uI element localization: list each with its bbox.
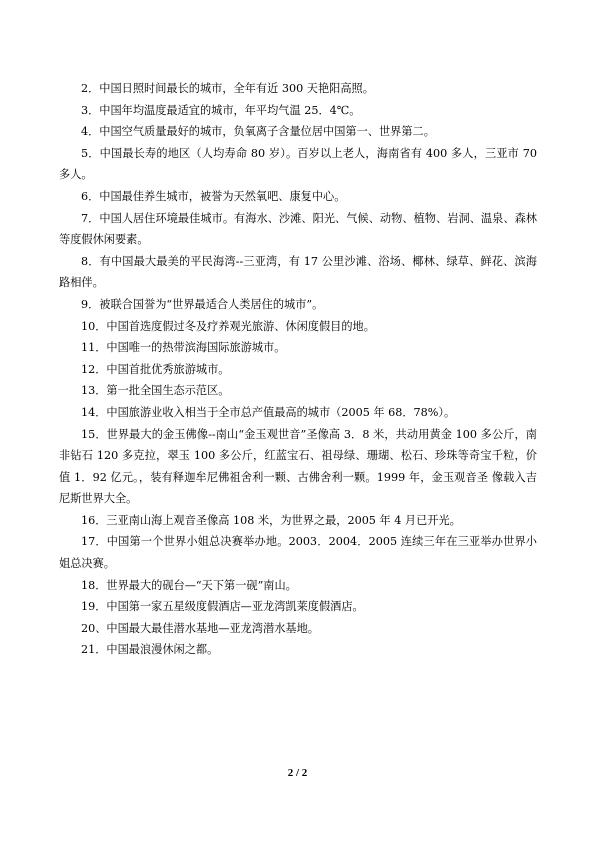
- list-item: 14．中国旅游业收入相当于全市总产值最高的城市（2005 年 68．78%）。: [81, 405, 456, 419]
- list-item: 16．三亚南山海上观音圣像高 108 米，为世界之最，2005 年 4 月已开光。: [81, 513, 461, 527]
- list-item: 4．中国空气质量最好的城市，负氧离子含量位居中国第一、世界第二。: [81, 125, 435, 139]
- list-item: 20、中国最大最佳潜水基地—亚龙湾潜水基地。: [81, 621, 319, 635]
- list-item: 2．中国日照时间最长的城市，全年有近 300 天艳阳高照。: [81, 82, 374, 95]
- list-item: 11．中国唯一的热带滨海国际旅游城市。: [81, 341, 286, 355]
- list-item: 8．有中国最大最美的平民海湾--三亚湾，有 17 公里沙滩、浴场、椰林、绿草、鲜花、滨海路相伴。: [59, 254, 537, 290]
- list-item: 19．中国第一家五星级度假酒店—亚龙湾凯莱度假酒店。: [81, 600, 364, 614]
- document-body: [59, 78, 537, 661]
- list-item: 21．中国最浪漫休闲之都。: [81, 643, 219, 657]
- list-item: 3．中国年均温度最适宜的城市，年平均气温 25．4℃。: [81, 103, 361, 117]
- list-item: 10．中国首选度假过冬及疗养观光旅游、休闲度假目的地。: [81, 319, 375, 333]
- list-item: 18．世界最大的砚台—“天下第一砚”南山。: [81, 578, 297, 592]
- page-number: 2 / 2: [287, 767, 308, 779]
- list-item: 7．中国人居住环境最佳城市。有海水、沙滩、阳光、气候、动物、植物、岩洞、温泉、森林等度假休闲要素。: [59, 211, 537, 247]
- list-item: 17．中国第一个世界小姐总决赛举办地。2003．2004．2005 连续三年在三亚举办世界小姐总决赛。: [59, 535, 537, 571]
- list-item: 12．中国首批优秀旅游城市。: [81, 362, 230, 376]
- list-item: 9．被联合国誉为“世界最适合人类居住的城市”。: [81, 297, 324, 311]
- list-item: 13．第一批全国生态示范区。: [81, 384, 230, 398]
- list-item: 6．中国最佳养生城市，被誉为天然氧吧、康复中心。: [81, 189, 346, 203]
- list-item: 5．中国最长寿的地区（人均寿命 80 岁）。百岁以上老人，海南省有 400 多人，三亚市 70 多人。: [59, 146, 537, 182]
- list-item: 15．世界最大的金玉佛像--南山“金玉观世音”圣像高 3．8 米，共动用黄金 100 多公斤，南非钻石 120 多克拉，翠玉 100 多公斤，红蓝宝石、祖母绿、珊瑚、松石、珍珠等奇宝千粒，价值 1．92 亿元。，装有释迦牟尼佛祖舍利一颗、古佛舍利一颗。1999 年，金玉观音圣 像载入吉尼斯世界大全。: [59, 427, 537, 506]
